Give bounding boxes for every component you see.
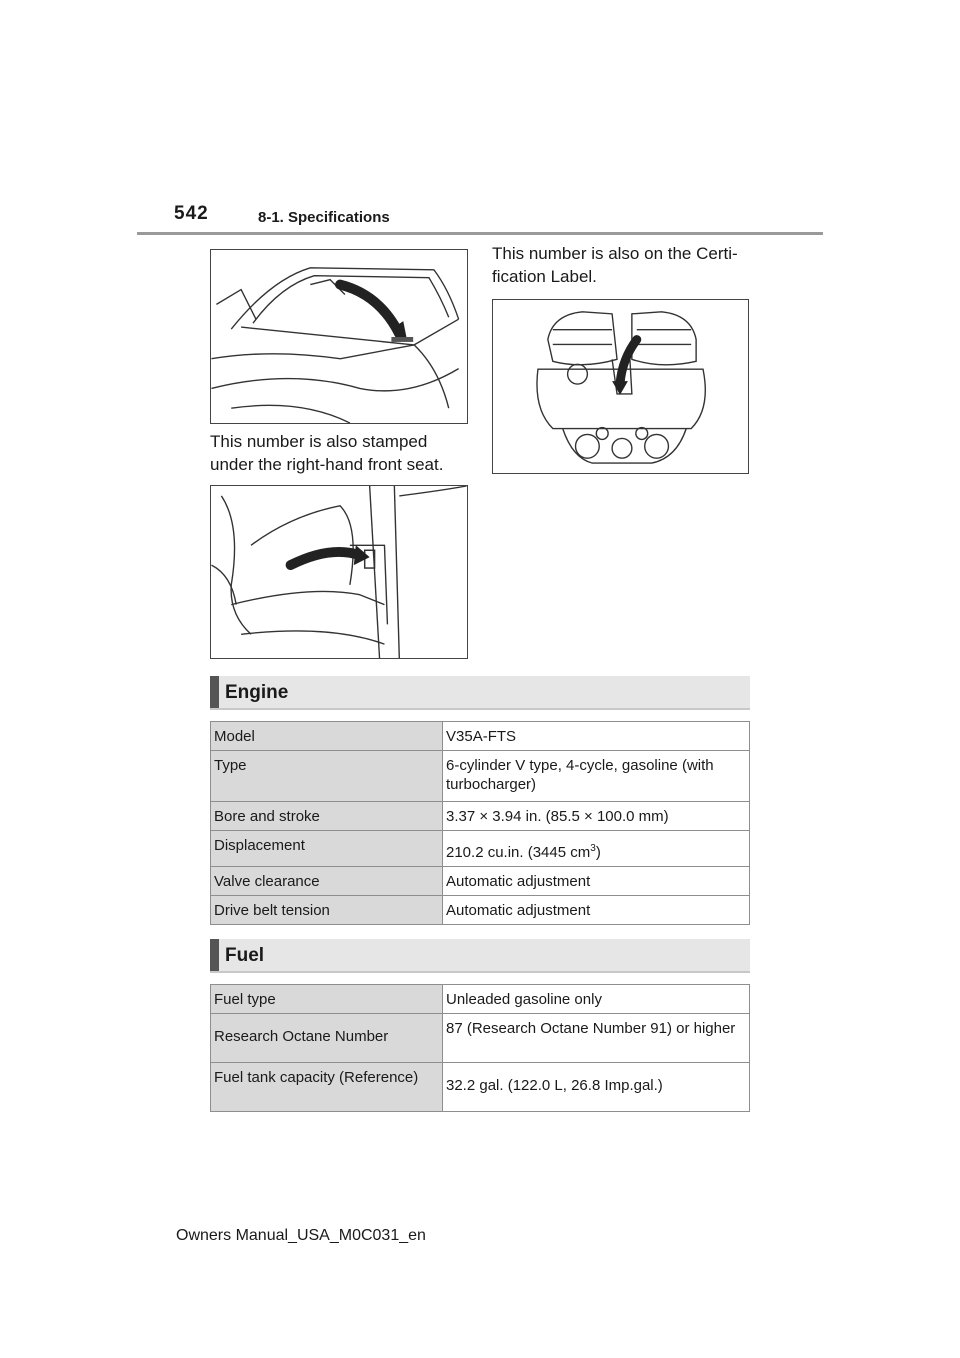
spec-value: 6-cylinder V type, 4-cycle, gasoline (with turbocharger) — [443, 751, 750, 802]
fuel-section-title: Fuel — [225, 945, 265, 966]
table-row — [211, 1014, 750, 1063]
table-row — [211, 831, 750, 867]
displacement-value: 210.2 cu.in. (3445 cm — [446, 844, 591, 861]
under-seat-note: This number is also stamped under the right-hand front seat. — [210, 432, 444, 474]
header-divider — [137, 232, 823, 235]
footer-manual-id: Owners Manual_USA_M0C031_en — [176, 1227, 426, 1244]
engine-spec-table — [210, 721, 750, 925]
table-row — [211, 802, 750, 831]
seat-vin-illustration — [210, 485, 468, 659]
fuel-spec-table — [210, 984, 750, 1112]
spec-value: 3.37 × 3.94 in. (85.5 × 100.0 mm) — [443, 802, 750, 831]
spec-label: Fuel tank capacity (Reference) — [211, 1063, 443, 1112]
spec-value: Unleaded gasoline only — [443, 985, 750, 1014]
table-row — [211, 722, 750, 751]
spec-label: Research Octane Number — [211, 1014, 443, 1063]
spec-label: Model — [211, 722, 443, 751]
spec-value: Automatic adjustment — [443, 896, 750, 925]
table-row — [211, 896, 750, 925]
spec-value: 87 (Research Octane Number 91) or higher — [443, 1014, 750, 1063]
engine-number-illustration — [492, 299, 749, 474]
page-number: 542 — [174, 203, 209, 224]
engine-section-header — [210, 676, 750, 710]
spec-label: Bore and stroke — [211, 802, 443, 831]
section-accent — [210, 939, 219, 971]
certification-note: This number is also on the Certi-fication Label. — [492, 244, 738, 286]
spec-value: V35A-FTS — [443, 722, 750, 751]
spec-label: Fuel type — [211, 985, 443, 1014]
spec-value — [443, 831, 750, 867]
table-row — [211, 867, 750, 896]
engine-section-title: Engine — [225, 682, 289, 703]
windshield-vin-illustration — [210, 249, 468, 424]
spec-label: Valve clearance — [211, 867, 443, 896]
table-row — [211, 751, 750, 802]
spec-value: 32.2 gal. (122.0 L, 26.8 Imp.gal.) — [443, 1063, 750, 1112]
windshield-drawing — [211, 250, 467, 423]
table-row — [211, 985, 750, 1014]
displacement-exponent: 3 — [590, 843, 596, 854]
spec-label: Type — [211, 751, 443, 802]
spec-value: Automatic adjustment — [443, 867, 750, 896]
fuel-section-header — [210, 939, 750, 973]
seat-drawing — [211, 486, 467, 658]
table-row — [211, 1063, 750, 1112]
spec-label: Drive belt tension — [211, 896, 443, 925]
spec-label: Displacement — [211, 831, 443, 867]
section-accent — [210, 676, 219, 708]
displacement-tail: ) — [595, 844, 601, 861]
section-title: 8-1. Specifications — [258, 209, 390, 226]
engine-drawing — [493, 300, 748, 473]
